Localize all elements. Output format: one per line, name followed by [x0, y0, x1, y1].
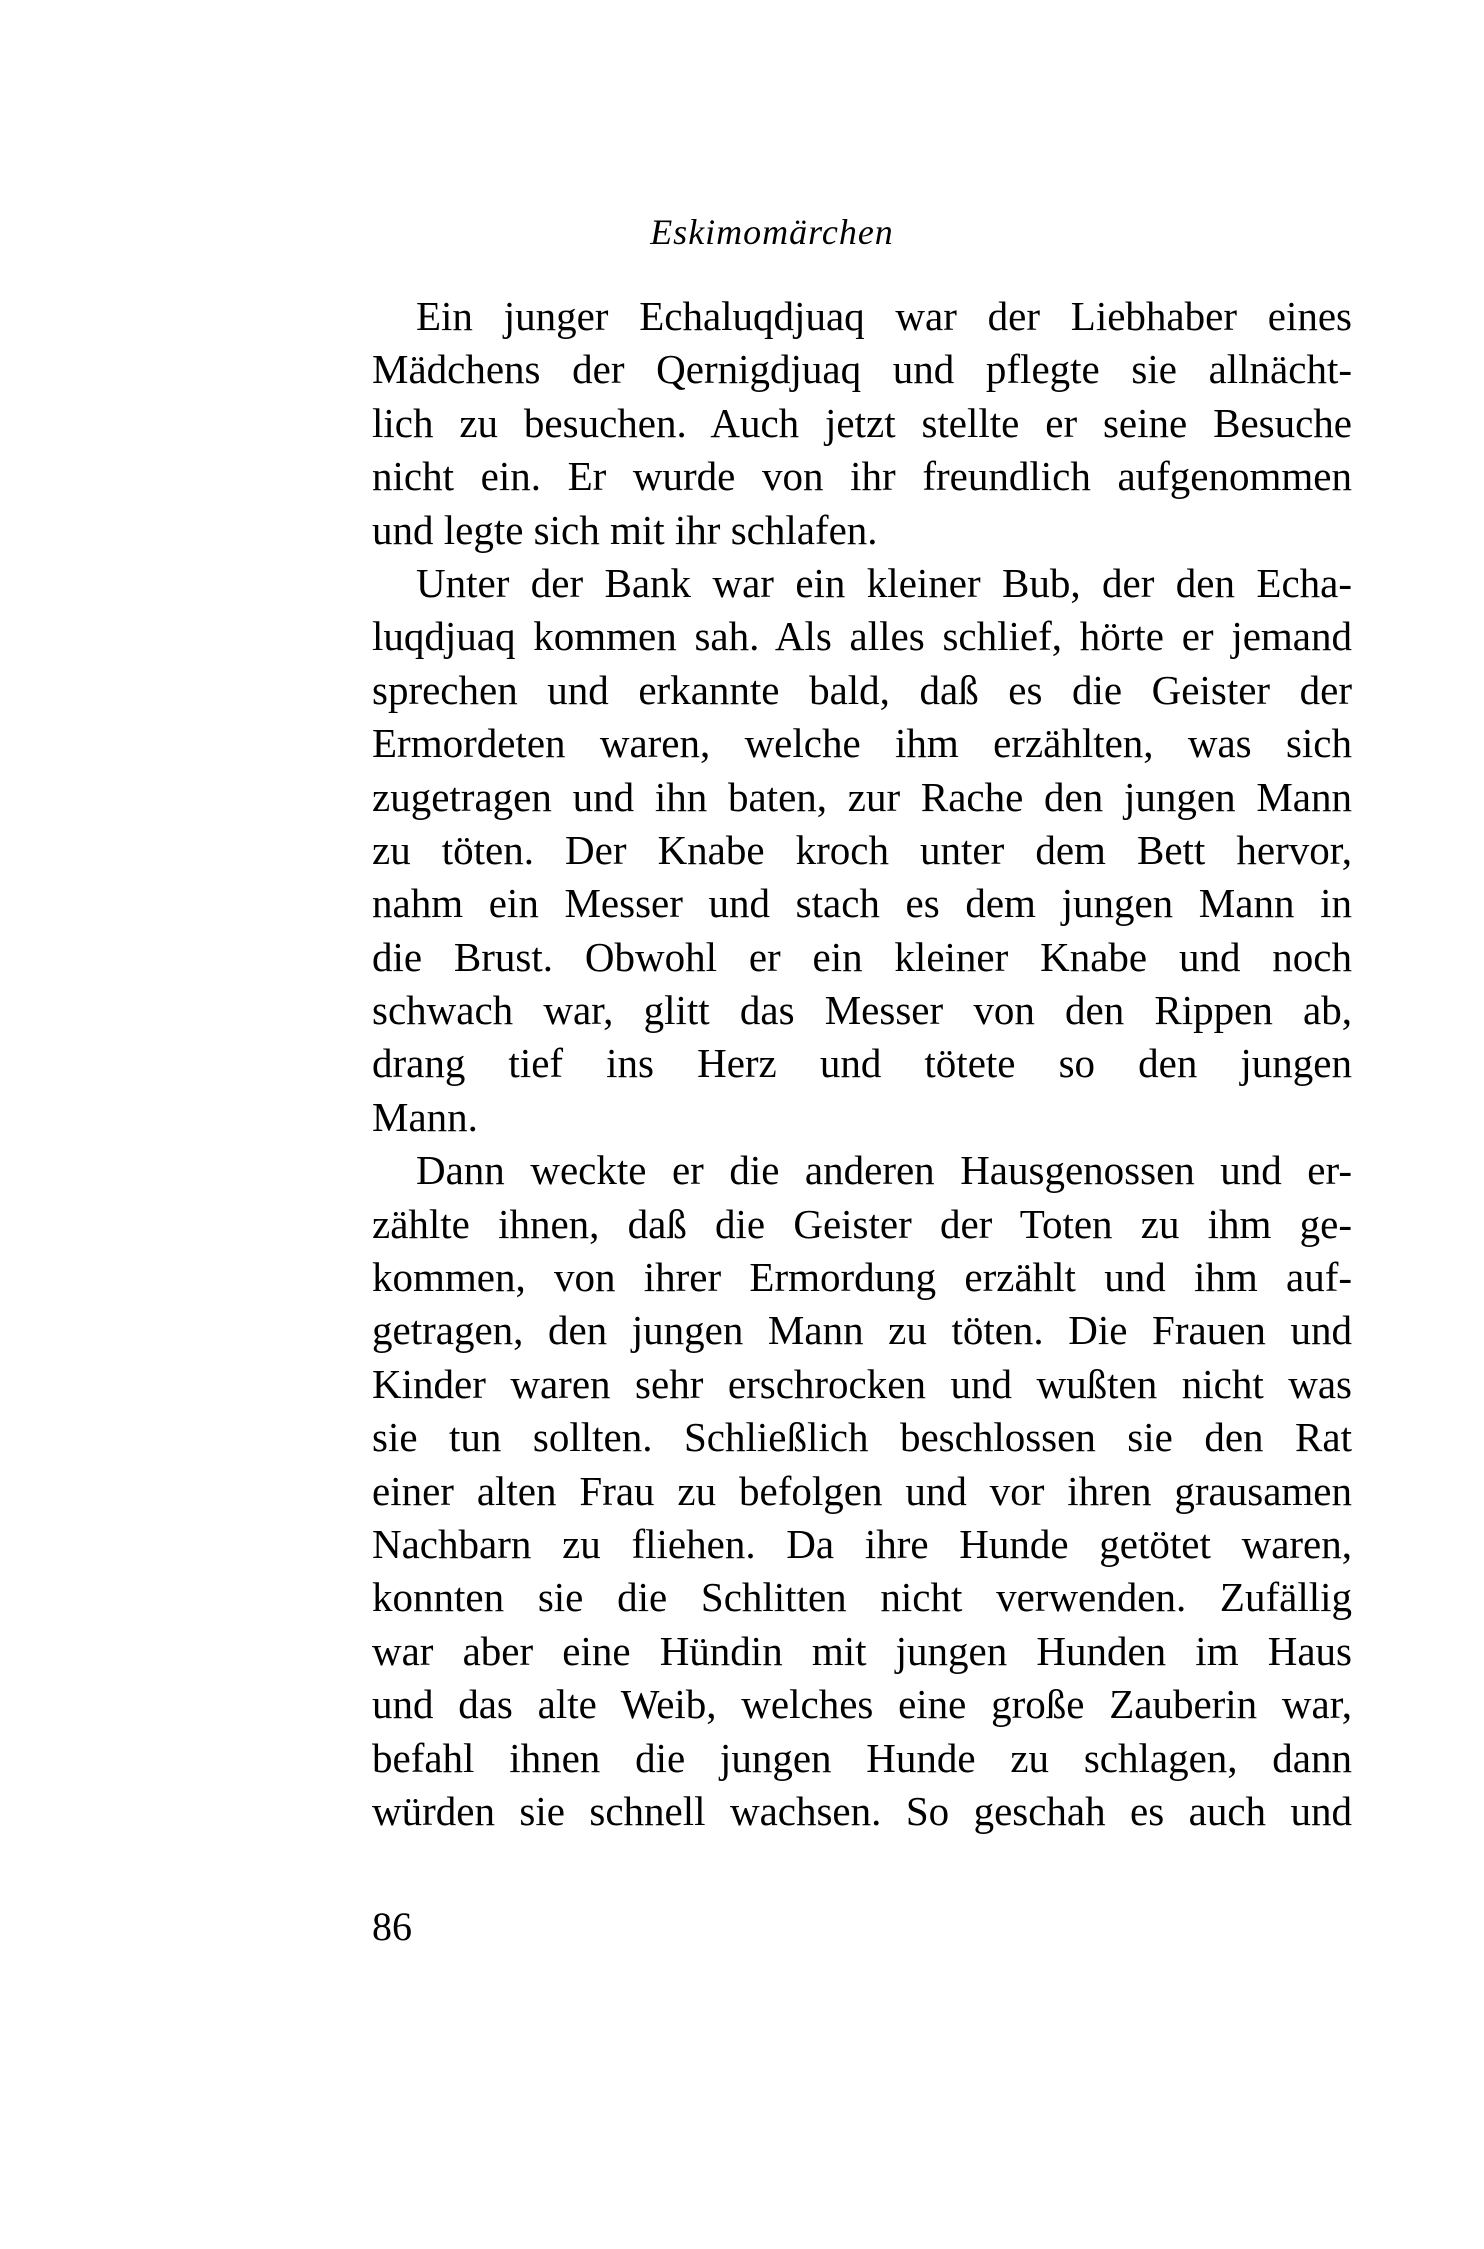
body-text	[372, 290, 1352, 1838]
text-line: getragen, den jungen Mann zu töten. Die Frauen und	[372, 1307, 1352, 1354]
text-line: zu töten. Der Knabe kroch unter dem Bett hervor,	[372, 826, 1352, 873]
text-line: sie tun sollten. Schließlich beschlossen sie den Rat	[372, 1414, 1352, 1461]
text-line: kommen, von ihrer Ermordung erzählt und ihm auf-	[372, 1254, 1352, 1301]
text-line: lich zu besuchen. Auch jetzt stellte er seine Besuche	[372, 399, 1352, 446]
text-line: drang tief ins Herz und tötete so den jungen	[372, 1040, 1352, 1087]
text-line: befahl ihnen die jungen Hunde zu schlagen, dann	[372, 1734, 1352, 1781]
text-line: die Brust. Obwohl er ein kleiner Knabe und noch	[372, 933, 1352, 980]
text-line: Ermordeten waren, welche ihm erzählten, was sich	[372, 720, 1352, 767]
text-line: nicht ein. Er wurde von ihr freundlich aufgenommen	[372, 453, 1352, 500]
running-head: Eskimomärchen	[650, 212, 894, 252]
text-line: würden sie schnell wachsen. So geschah es auch und	[372, 1787, 1352, 1834]
text-line: Dann weckte er die anderen Hausgenossen und er-	[416, 1147, 1352, 1194]
text-line: konnten sie die Schlitten nicht verwenden. Zufällig	[372, 1574, 1352, 1621]
text-line: einer alten Frau zu befolgen und vor ihren grausamen	[372, 1467, 1352, 1514]
text-line: Nachbarn zu fliehen. Da ihre Hunde getötet waren,	[372, 1520, 1352, 1567]
text-line: und das alte Weib, welches eine große Zauberin war,	[372, 1681, 1352, 1728]
text-line: zugetragen und ihn baten, zur Rache den jungen Mann	[372, 773, 1352, 820]
text-line: Ein junger Echaluqdjuaq war der Liebhaber eines	[416, 293, 1352, 339]
text-line: luqdjuaq kommen sah. Als alles schlief, hörte er jemand	[372, 613, 1352, 660]
text-line: Unter der Bank war ein kleiner Bub, der den Echa-	[416, 559, 1352, 606]
text-line: war aber eine Hündin mit jungen Hunden im Haus	[372, 1627, 1352, 1674]
text-line: nahm ein Messer und stach es dem jungen Mann in	[372, 880, 1352, 927]
text-line: schwach war, glitt das Messer von den Rippen ab,	[372, 987, 1352, 1034]
page-number: 86	[372, 1904, 412, 1949]
text-line: zählte ihnen, daß die Geister der Toten zu ihm ge-	[372, 1200, 1352, 1247]
text-line: und legte sich mit ihr schlafen.	[372, 506, 878, 553]
text-line: Mann.	[372, 1093, 478, 1140]
text-line: sprechen und erkannte bald, daß es die Geister der	[372, 666, 1352, 713]
text-line: Mädchens der Qernigdjuaq und pflegte sie allnächt-	[372, 346, 1352, 393]
text-line: Kinder waren sehr erschrocken und wußten nicht was	[372, 1360, 1352, 1407]
